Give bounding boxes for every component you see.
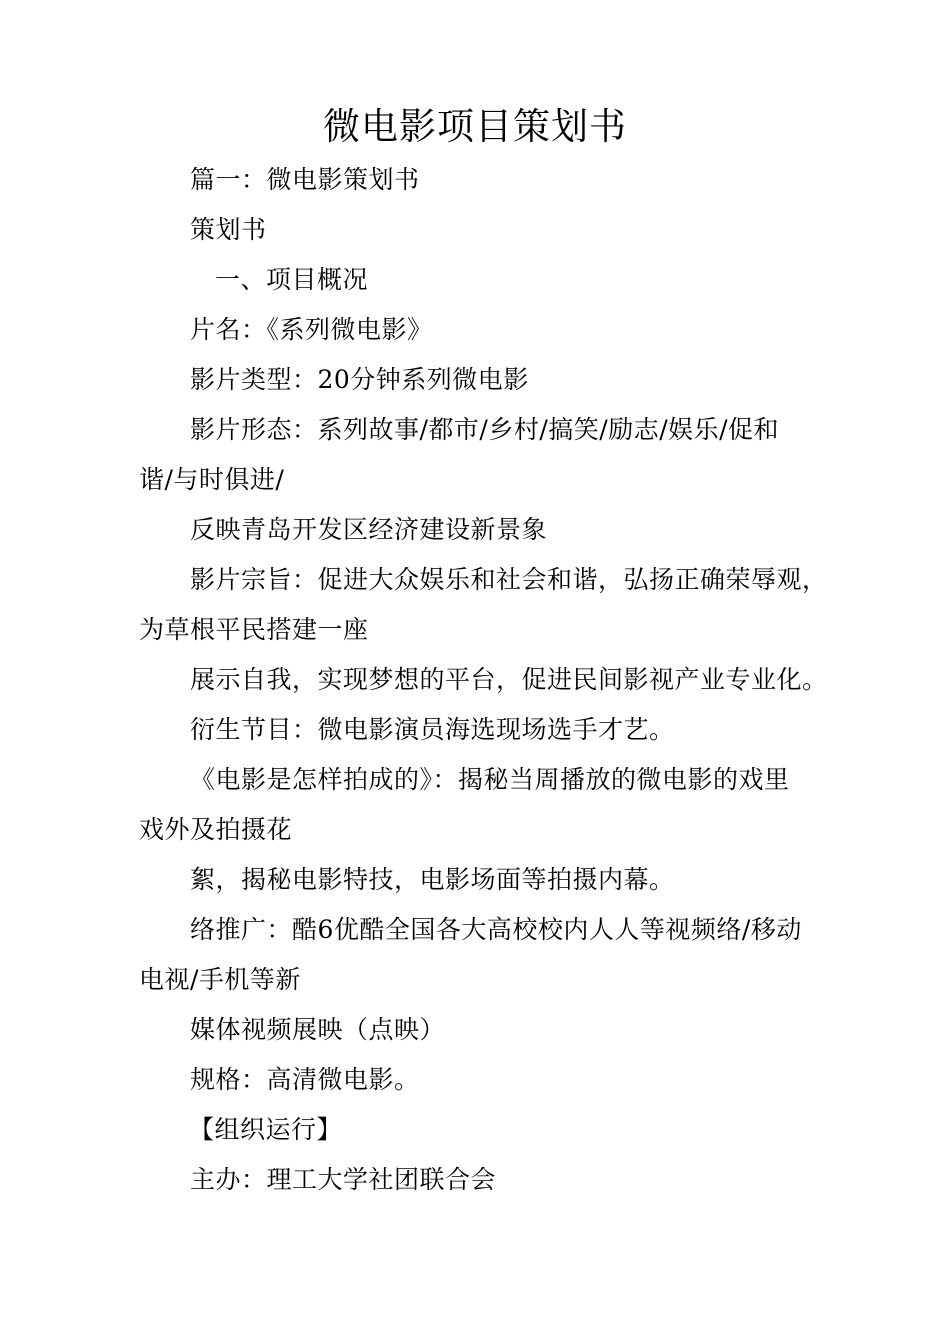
- text-line: 影片类型：20分钟系列微电影: [190, 365, 529, 394]
- text-line: 衍生节目：微电影演员海选现场选手才艺。: [190, 715, 675, 744]
- subheading: 一、项目概况: [215, 265, 369, 294]
- text-line: 络推广：酷6优酷全国各大高校校内人人等视频络/移动: [190, 915, 802, 944]
- subheading: 策划书: [190, 215, 267, 244]
- text-line: 为草根平民搭建一座: [139, 615, 369, 644]
- text-line: 影片形态：系列故事/都市/乡村/搞笑/励志/娱乐/促和: [190, 415, 780, 444]
- text-line: 戏外及拍摄花: [139, 815, 293, 844]
- text-line: 絮，揭秘电影特技，电影场面等拍摄内幕。: [190, 865, 675, 894]
- text-line: 展示自我，实现梦想的平台，促进民间影视产业专业化。: [190, 665, 828, 694]
- section-heading: 篇一：微电影策划书: [190, 165, 420, 194]
- text-line: 规格：高清微电影。: [190, 1065, 420, 1094]
- text-line: 电视/手机等新: [139, 965, 301, 994]
- text-line: 《电影是怎样拍成的》：揭秘当周播放的微电影的戏里: [190, 765, 790, 794]
- bracket-heading: 【组织运行】: [189, 1115, 343, 1144]
- text-line: 谐/与时俱进/: [139, 465, 285, 494]
- document-title: 微电影项目策划书: [323, 105, 627, 148]
- text-line: 影片宗旨：促进大众娱乐和社会和谐，弘扬正确荣辱观，: [190, 565, 828, 594]
- text-line: 片名：《系列微电影》: [190, 315, 433, 344]
- text-line: 反映青岛开发区经济建设新景象: [190, 515, 548, 544]
- text-line: 媒体视频展映（点映）: [190, 1015, 446, 1044]
- text-line: 主办：理工大学社团联合会: [190, 1165, 497, 1194]
